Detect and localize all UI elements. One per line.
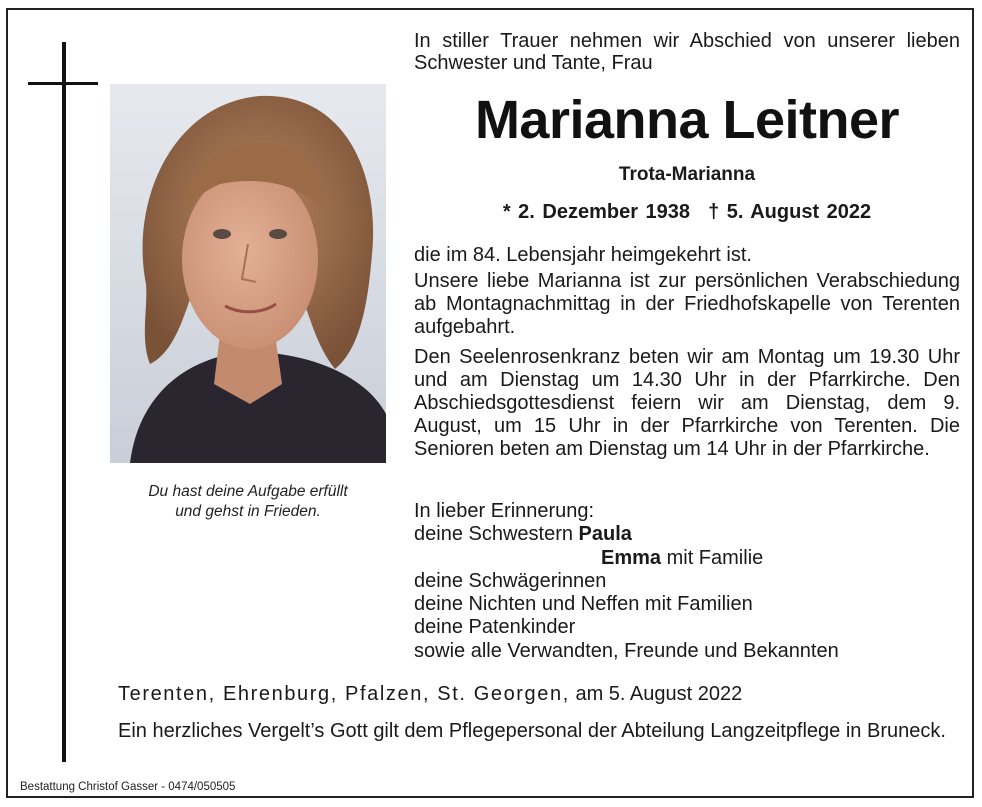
mourner-others: sowie alle Verwandten, Freunde und Bekannten: [414, 639, 839, 662]
place-date-line: [118, 682, 958, 706]
mourner-godchildren: deine Patenkinder: [414, 616, 576, 639]
cross-icon: [62, 42, 66, 762]
mourners-list: [414, 500, 960, 663]
sister-name: Emma: [601, 546, 662, 569]
mourner-sister-2: Emma mit Familie: [601, 546, 764, 569]
mourner-in-laws: deine Schwägerinnen: [414, 569, 607, 592]
caption-line: Du hast deine Aufgabe erfüllt: [148, 483, 348, 500]
viewing-paragraph: Unsere liebe Marianna ist zur persönlichen Verabschiedung ab Montagnachmittag in der Friedhofskapelle von Terenten aufgebahrt.: [414, 270, 960, 338]
deceased-name: Marianna Leitner: [474, 90, 900, 150]
mourner-sisters: deine Schwestern Paula: [414, 523, 632, 546]
life-dates: [414, 200, 960, 224]
undertaker-footer: Bestattung Christof Gasser - 0474/050505: [20, 781, 236, 793]
thanks-text: Ein herzliches Vergelt’s Gott gilt dem Pflegepersonal der Abteilung Langzeitpflege in Bruneck.: [118, 720, 946, 742]
intro-text: In stiller Trauer nehmen wir Abschied von unserer lieben Schwester und Tante, Frau: [414, 30, 960, 74]
age-line: die im 84. Lebensjahr heimgekehrt ist.: [414, 244, 752, 266]
sister-name: Paula: [578, 523, 632, 546]
nickname: Trota-Marianna: [618, 164, 756, 185]
notice-date: am 5. August 2022: [569, 683, 743, 705]
mourners-heading: In lieber Erinnerung:: [414, 500, 595, 522]
obituary-card: [6, 8, 974, 798]
portrait-photo: [110, 84, 386, 463]
mourner-nieces: deine Nichten und Neffen mit Familien: [414, 593, 753, 616]
death-date: † 5. August 2022: [708, 201, 872, 223]
places: Terenten, Ehrenburg, Pfalzen, St. Georgen,: [118, 683, 570, 705]
service-paragraph: Den Seelenrosenkranz beten wir am Montag um 19.30 Uhr und am Dienstag um 14.30 Uhr in der Pfarrkirche. Den Abschiedsgottesdienst feiern wir am Dienstag, dem 9. August, um 15 Uhr in der Pfarrkirche von Terenten. Die Senioren beten am Dienstag um 14 Uhr in der Pfarrkirche.: [414, 346, 960, 460]
photo-caption: [110, 482, 386, 522]
caption-line: und gehst in Frieden.: [175, 503, 321, 520]
birth-date: * 2. Dezember 1938: [502, 201, 691, 223]
cross-icon-bar: [28, 82, 98, 85]
